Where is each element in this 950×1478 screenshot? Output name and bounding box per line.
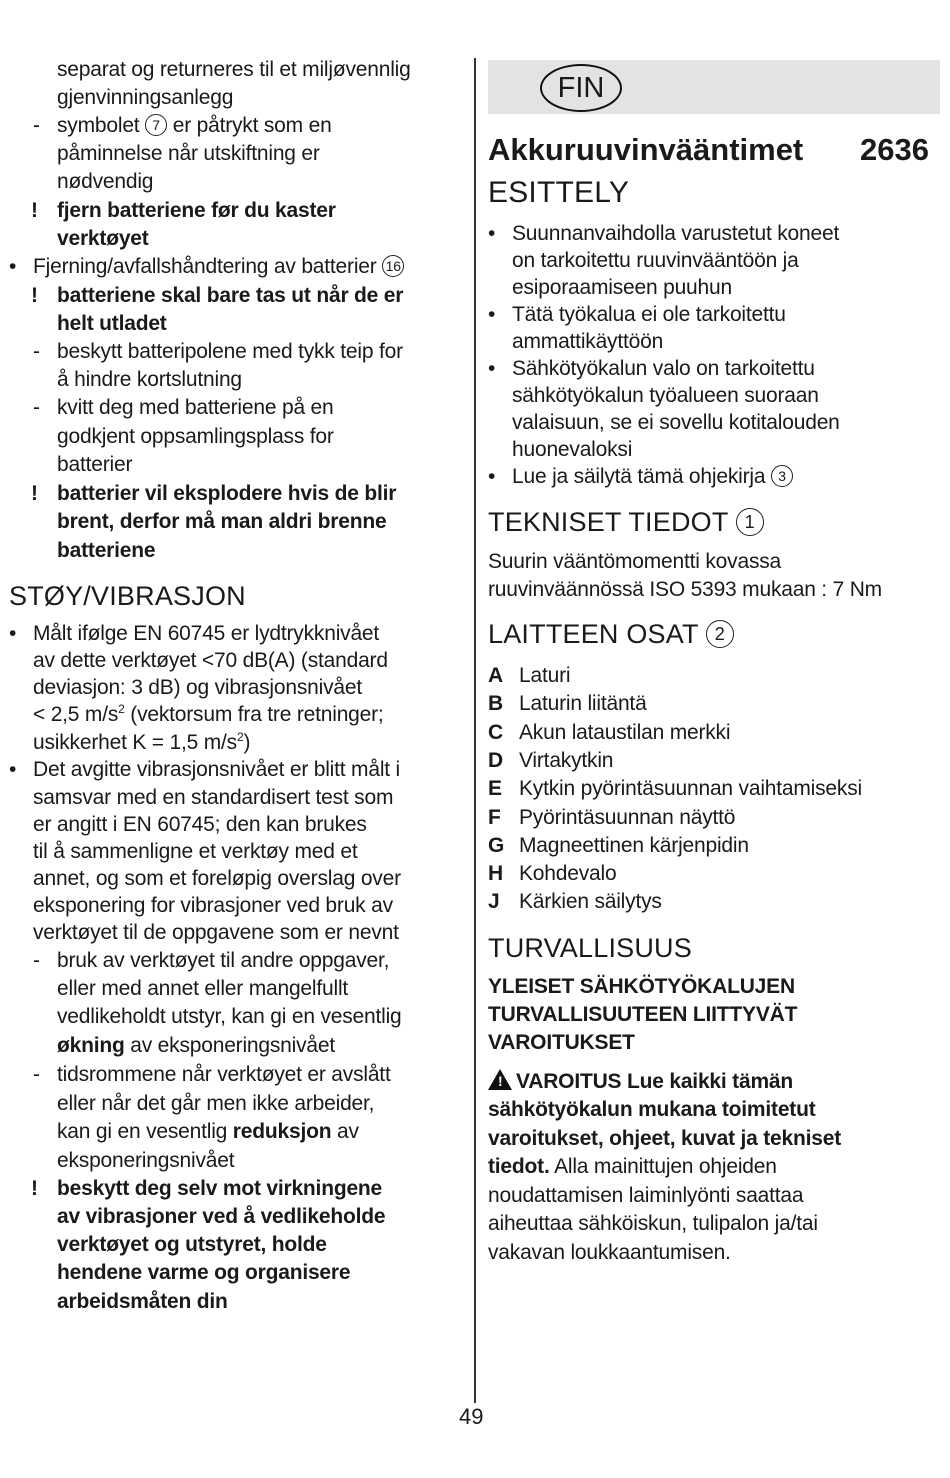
section-heading-noise-vibration: STØY/VIBRASJON — [9, 581, 246, 611]
text-line: å hindre kortslutning — [57, 368, 242, 391]
language-badge: FIN — [540, 64, 622, 112]
text-line: arbeidsmåten din — [57, 1290, 228, 1313]
part-label: Pyörintäsuunnan näyttö — [519, 805, 736, 829]
text-line: tiedot. Alla mainittujen ohjeiden — [488, 1155, 777, 1178]
part-label: Virtakytkin — [519, 748, 614, 772]
column-divider — [474, 58, 476, 1403]
text-line: verktøyet til de oppgavene som er nevnt — [33, 921, 399, 944]
part-label: Magneettinen kärjenpidin — [519, 833, 749, 857]
page-number: 49 — [459, 1404, 484, 1429]
text-line: batterier — [57, 453, 133, 476]
part-key: C — [488, 720, 503, 744]
text-line: separat og returneres til et miljøvennlig — [57, 58, 411, 81]
warning-triangle-icon: ! — [488, 1069, 512, 1090]
product-model: 2636 — [860, 132, 929, 167]
sub-heading-line: YLEISET SÄHKÖTYÖKALUJEN — [488, 975, 795, 998]
text-line: nødvendig — [57, 170, 154, 193]
sub-heading-line: TURVALLISUUTEEN LIITTYVÄT — [488, 1003, 798, 1026]
text-line: varoitukset, ohjeet, kuvat ja tekniset — [488, 1127, 842, 1150]
part-label: Akun lataustilan merkki — [519, 720, 731, 744]
text-line: sähkötyökalun mukana toimitetut — [488, 1098, 816, 1121]
part-key: H — [488, 862, 503, 886]
ref-number-2: 2 — [706, 620, 734, 648]
text-line: esiporaamiseen puuhun — [512, 276, 732, 299]
part-label: Kytkin pyörintäsuunnan vaihtamiseksi — [519, 777, 862, 801]
text-line: brent, derfor må man aldri brenne — [57, 510, 387, 533]
text-line: valaisuun, se ei sovellu kotitalouden — [512, 411, 840, 434]
text-line: helt utladet — [57, 312, 167, 335]
text-line: av dette verktøyet <70 dB(A) (standard — [33, 649, 388, 672]
sub-heading-line: VAROITUKSET — [488, 1031, 635, 1054]
text-line: kan gi en vesentlig reduksjon av — [57, 1120, 359, 1143]
text-line: on tarkoitettu ruuvinvääntöön ja — [512, 249, 799, 272]
part-key: J — [488, 890, 500, 914]
part-label: Laturin liitäntä — [519, 692, 647, 716]
section-heading-parts: LAITTEEN OSAT 2 — [488, 617, 734, 651]
text-line: verktøyet — [57, 227, 149, 250]
text-line: samsvar med en standardisert test som — [33, 786, 394, 809]
text-line: deviasjon: 3 dB) og vibrasjonsnivået — [33, 676, 362, 699]
section-heading-tech: TEKNISET TIEDOT 1 — [488, 505, 764, 539]
product-title: Akkuruuvinvääntimet — [488, 132, 804, 167]
text-line: noudattamisen laiminlyönti saattaa — [488, 1184, 804, 1207]
text-line: eksponeringsnivået — [57, 1149, 235, 1172]
text-line: godkjent oppsamlingsplass for — [57, 425, 334, 448]
text-line: verktøyet og utstyret, holde — [57, 1233, 327, 1256]
part-label: Kärkien säilytys — [519, 890, 662, 914]
part-label: Kohdevalo — [519, 862, 617, 886]
ref-number-16: 16 — [382, 255, 404, 277]
text-line: Suurin vääntömomentti kovassa — [488, 550, 782, 573]
part-key: A — [488, 664, 503, 687]
text-line: usikkerhet K = 1,5 $m/s^2$) — [33, 730, 251, 754]
text-line: vedlikeholdt utstyr, kan gi en vesentlig — [57, 1005, 402, 1028]
section-heading-safety: TURVALLISUUS — [488, 933, 692, 963]
ref-number-3: 3 — [771, 465, 793, 487]
ref-number-1: 1 — [736, 508, 764, 536]
text-line: eksponering for vibrasjoner ved bruk av — [33, 894, 393, 917]
language-header-band — [488, 60, 940, 114]
part-key: G — [488, 833, 505, 857]
text-line: av vibrasjoner ved å vedlikeholde — [57, 1205, 386, 1228]
part-key: E — [488, 777, 502, 801]
text-line: sähkötyökalun työalueen suoraan — [512, 384, 819, 407]
text-line: hendene varme og organisere — [57, 1261, 351, 1284]
text-line: vakavan loukkaantumisen. — [488, 1241, 731, 1264]
part-label: Laturi — [519, 664, 571, 687]
text-line: < 2,5 $m/s^2$ (vektorsum fra tre retninger; — [33, 702, 384, 726]
text-line: huonevaloksi — [512, 438, 633, 461]
text-line: er angitt i EN 60745; den kan brukes — [33, 813, 367, 836]
part-key: B — [488, 692, 503, 716]
part-key: D — [488, 748, 503, 772]
text-line: eller med annet eller mangelfullt — [57, 977, 349, 1000]
text-line: annet, og som et foreløpig overslag over — [33, 867, 401, 890]
text-line: ruuvinväännössä ISO 5393 mukaan : 7 Nm — [488, 578, 882, 601]
text-line: aiheuttaa sähköiskun, tulipalon ja/tai — [488, 1212, 818, 1235]
text-line: påminnelse når utskiftning er — [57, 142, 320, 165]
warning-paragraph-line: ! VAROITUS Lue kaikki tämän — [488, 1068, 793, 1096]
text-line: ammattikäyttöön — [512, 330, 664, 353]
ref-number-7: 7 — [145, 114, 167, 136]
text-line: batteriene — [57, 539, 156, 562]
section-heading-intro: ESITTELY — [488, 176, 630, 209]
text-line: gjenvinningsanlegg — [57, 86, 234, 109]
text-line: til å sammenligne et verktøy med et — [33, 840, 358, 863]
text-line: økning av eksponeringsnivået — [57, 1034, 336, 1057]
part-key: F — [488, 805, 501, 829]
text-line: eller når det går men ikke arbeider, — [57, 1092, 375, 1115]
